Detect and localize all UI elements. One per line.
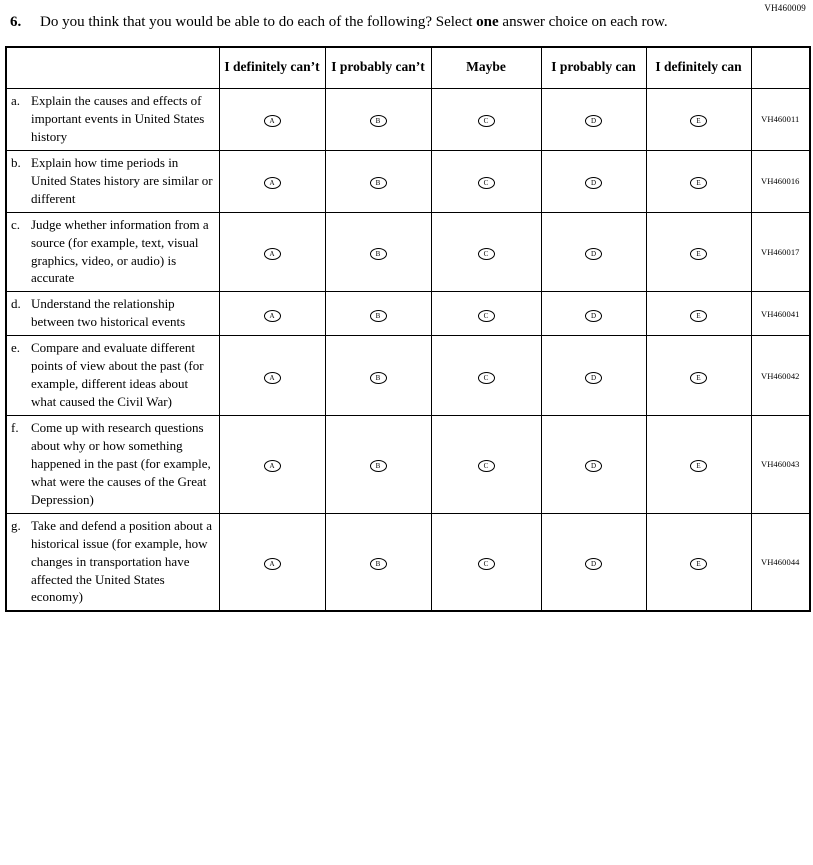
answer-cell-a: [219, 416, 325, 514]
answer-cell-c: [431, 292, 541, 336]
answer-bubble-e[interactable]: E: [690, 372, 707, 384]
statement-column-header: [6, 47, 219, 89]
answer-cell-e: [646, 150, 751, 212]
answer-cell-b: [325, 513, 431, 611]
answer-bubble-c[interactable]: C: [478, 115, 495, 127]
row-letter: f.: [11, 420, 19, 435]
answer-bubble-b[interactable]: B: [370, 177, 387, 189]
answer-bubble-e[interactable]: E: [690, 460, 707, 472]
column-header-definitely-can: I definitely can: [646, 47, 751, 89]
answer-bubble-e[interactable]: E: [690, 248, 707, 260]
answer-bubble-c[interactable]: C: [478, 460, 495, 472]
answer-cell-e: [646, 292, 751, 336]
answer-cell-d: [541, 336, 646, 416]
column-header-probably-can: I probably can: [541, 47, 646, 89]
answer-bubble-d[interactable]: D: [585, 310, 602, 322]
answer-cell-e: [646, 336, 751, 416]
statement-cell: [6, 416, 219, 514]
question-block: [0, 0, 813, 33]
answer-cell-c: [431, 150, 541, 212]
answer-bubble-e[interactable]: E: [690, 558, 707, 570]
answer-bubble-a[interactable]: A: [264, 558, 281, 570]
answer-bubble-b[interactable]: B: [370, 558, 387, 570]
row-letter: a.: [11, 93, 21, 108]
table-row: [6, 292, 810, 336]
row-code: VH460044: [751, 513, 810, 611]
question-text-before: Do you think that you would be able to do each of the following? Select: [40, 14, 477, 30]
answer-cell-a: [219, 513, 325, 611]
answer-bubble-c[interactable]: C: [478, 177, 495, 189]
row-code: VH460041: [751, 292, 810, 336]
answer-cell-c: [431, 336, 541, 416]
table-row: [6, 416, 810, 514]
table-row: [6, 89, 810, 151]
answer-cell-a: [219, 89, 325, 151]
answer-bubble-e[interactable]: E: [690, 115, 707, 127]
answer-cell-d: [541, 89, 646, 151]
table-header: [6, 47, 810, 89]
table-header-row: [6, 47, 810, 89]
answer-bubble-a[interactable]: A: [264, 372, 281, 384]
answer-bubble-a[interactable]: A: [264, 177, 281, 189]
column-header-maybe: Maybe: [431, 47, 541, 89]
answer-bubble-b[interactable]: B: [370, 115, 387, 127]
answer-bubble-d[interactable]: D: [585, 372, 602, 384]
answer-bubble-d[interactable]: D: [585, 558, 602, 570]
answer-cell-c: [431, 513, 541, 611]
answer-cell-b: [325, 336, 431, 416]
answer-cell-e: [646, 212, 751, 292]
table-row: [6, 513, 810, 611]
question-text: [40, 13, 793, 33]
answer-cell-d: [541, 212, 646, 292]
row-statement: Take and defend a position about a historical issue (for example, how changes in transportation have affected the United States economy): [31, 517, 213, 605]
row-letter: c.: [11, 216, 21, 232]
form-code: VH460009: [764, 3, 806, 13]
answer-bubble-e[interactable]: E: [690, 310, 707, 322]
row-statement: Explain the causes and effects of important events in United States history: [31, 93, 205, 144]
answer-cell-b: [325, 292, 431, 336]
statement-cell: [6, 292, 219, 336]
answer-bubble-c[interactable]: C: [478, 372, 495, 384]
question-text-after: answer choice on each row.: [498, 14, 668, 30]
answer-bubble-e[interactable]: E: [690, 177, 707, 189]
question-text-bold: one: [476, 14, 499, 30]
answer-cell-a: [219, 336, 325, 416]
answer-cell-c: [431, 212, 541, 292]
row-statement: Explain how time periods in United States history are similar or different: [31, 154, 213, 206]
answer-bubble-d[interactable]: D: [585, 248, 602, 260]
answer-bubble-a[interactable]: A: [264, 310, 281, 322]
answer-cell-e: [646, 89, 751, 151]
answer-bubble-b[interactable]: B: [370, 248, 387, 260]
statement-cell: [6, 513, 219, 611]
answer-cell-d: [541, 513, 646, 611]
answer-bubble-c[interactable]: C: [478, 310, 495, 322]
table-body: [6, 89, 810, 612]
answer-bubble-b[interactable]: B: [370, 310, 387, 322]
row-statement: Judge whether information from a source (for example, text, visual graphics, video, or audio) is accurate: [31, 216, 209, 286]
code-column-header: [751, 47, 810, 89]
answer-cell-c: [431, 89, 541, 151]
answer-cell-d: [541, 292, 646, 336]
row-code: VH460016: [751, 150, 810, 212]
answer-bubble-a[interactable]: A: [264, 460, 281, 472]
question-table: [5, 46, 811, 613]
row-statement: Compare and evaluate different points of view about the past (for example, different ideas about what caused the Civil War): [31, 340, 204, 410]
row-letter: b.: [11, 154, 21, 170]
answer-cell-d: [541, 416, 646, 514]
answer-bubble-d[interactable]: D: [585, 460, 602, 472]
answer-bubble-a[interactable]: A: [264, 248, 281, 260]
answer-bubble-d[interactable]: D: [585, 115, 602, 127]
answer-cell-b: [325, 212, 431, 292]
answer-bubble-a[interactable]: A: [264, 115, 281, 127]
column-header-definitely-cant: I definitely can’t: [219, 47, 325, 89]
statement-cell: [6, 150, 219, 212]
row-letter: d.: [11, 296, 21, 312]
column-header-probably-cant: I probably can’t: [325, 47, 431, 89]
answer-cell-b: [325, 150, 431, 212]
answer-cell-d: [541, 150, 646, 212]
answer-cell-e: [646, 416, 751, 514]
answer-bubble-d[interactable]: D: [585, 177, 602, 189]
statement-cell: [6, 89, 219, 151]
row-statement: Understand the relationship between two historical events: [31, 296, 186, 330]
answer-bubble-b[interactable]: B: [370, 372, 387, 384]
row-code: VH460043: [751, 416, 810, 514]
answer-cell-a: [219, 212, 325, 292]
answer-bubble-b[interactable]: B: [370, 460, 387, 472]
statement-cell: [6, 336, 219, 416]
table-row: [6, 150, 810, 212]
row-code: VH460042: [751, 336, 810, 416]
question-number: 6.: [10, 14, 22, 30]
answer-cell-b: [325, 89, 431, 151]
row-letter: g.: [11, 517, 21, 533]
answer-cell-e: [646, 513, 751, 611]
row-code: VH460011: [751, 89, 810, 151]
statement-cell: [6, 212, 219, 292]
answer-bubble-c[interactable]: C: [478, 248, 495, 260]
table-row: [6, 336, 810, 416]
answer-bubble-c[interactable]: C: [478, 558, 495, 570]
answer-cell-a: [219, 292, 325, 336]
answer-cell-b: [325, 416, 431, 514]
row-code: VH460017: [751, 212, 810, 292]
table-row: [6, 212, 810, 292]
row-statement: Come up with research questions about why or how something happened in the past (for example, what were the causes of the Great Depression): [31, 420, 211, 507]
answer-cell-c: [431, 416, 541, 514]
row-letter: e.: [11, 340, 21, 356]
answer-cell-a: [219, 150, 325, 212]
